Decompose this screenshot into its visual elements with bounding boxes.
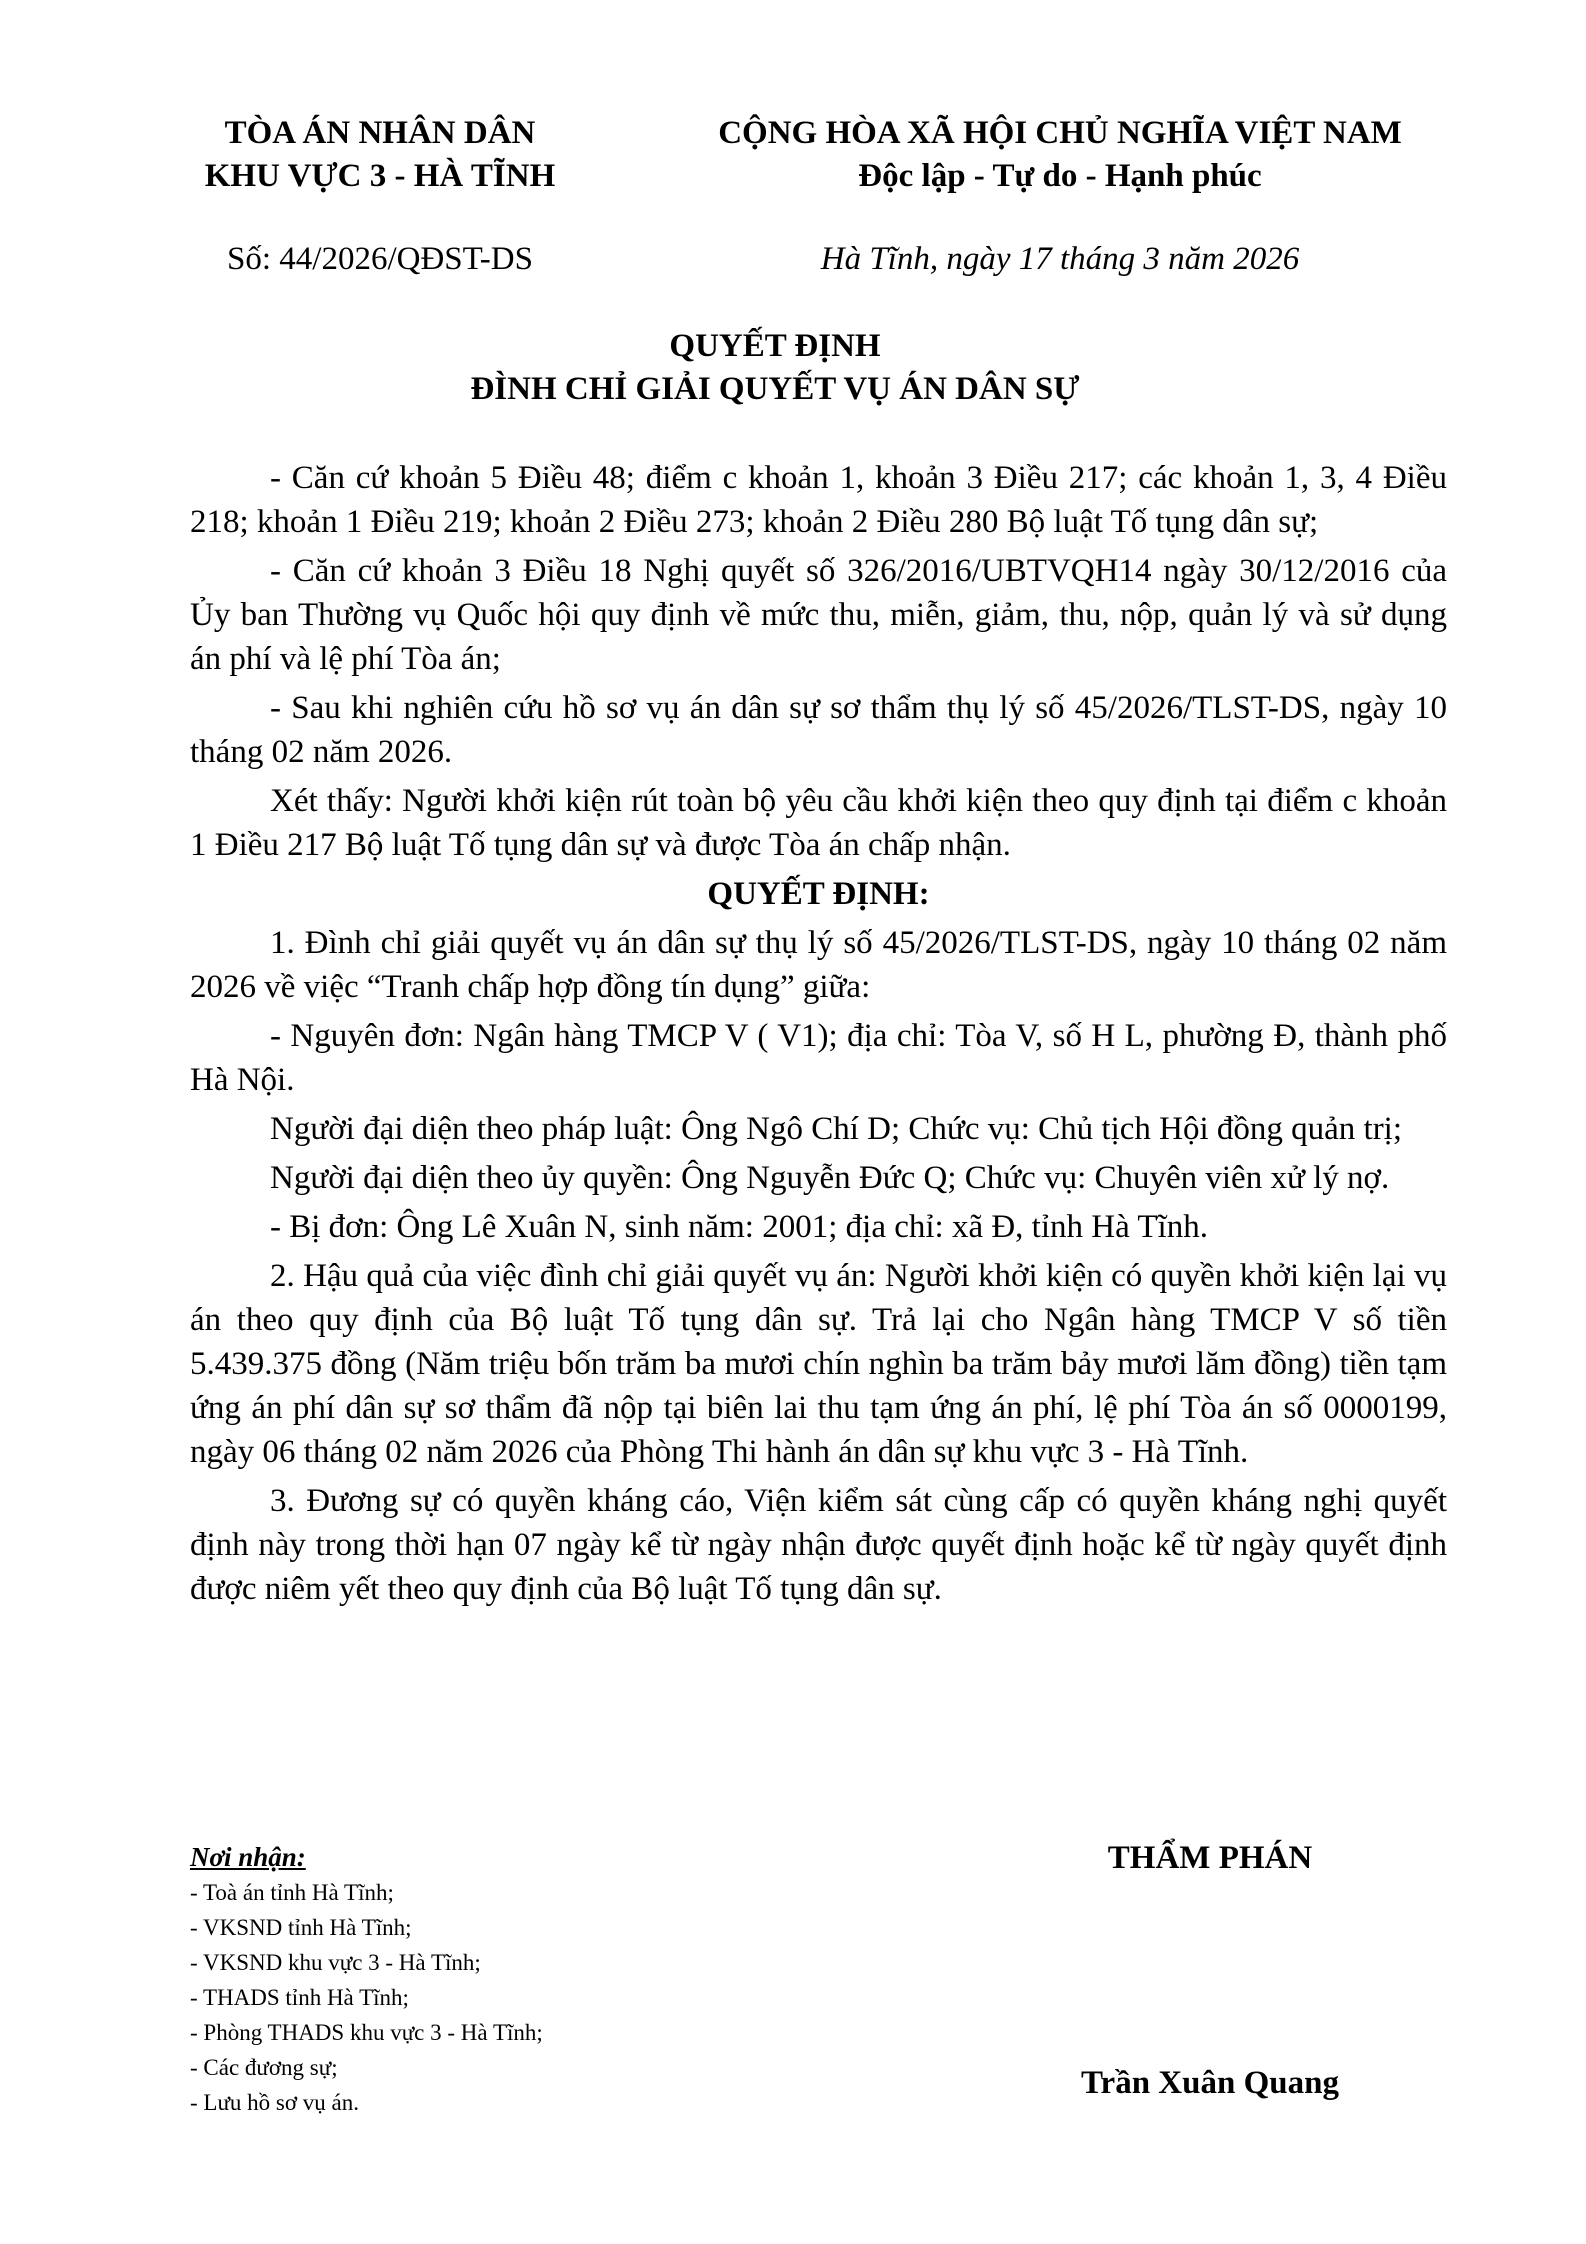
legal-basis-1: - Căn cứ khoản 5 Điều 48; điểm c khoản 1, khoản 3 Điều 217; các khoản 1, 3, 4 Điều 218; khoản 1 Điều 219; khoản 2 Điều 273; khoản 2 Điều 280 Bộ luật Tố tụng dân sự; — [190, 460, 1447, 540]
motto: Độc lập - Tự do - Hạnh phúc — [858, 158, 1262, 194]
place-date: Hà Tĩnh, ngày 17 tháng 3 năm 2026 — [820, 241, 1300, 277]
recipient-item: - Phòng THADS khu vực 3 - Hà Tĩnh; — [190, 2020, 543, 2045]
document-body — [190, 456, 1447, 1616]
national-motto-block — [660, 112, 1460, 198]
recipient-item: - Các đương sự; — [190, 2055, 338, 2080]
plaintiff: - Nguyên đơn: Ngân hàng TMCP V ( V1); địa chỉ: Tòa V, số H L, phường Đ, thành phố Hà Nội. — [190, 1018, 1447, 1098]
recipient-item: - Toà án tỉnh Hà Tĩnh; — [190, 1880, 394, 1905]
consideration: Xét thấy: Người khởi kiện rút toàn bộ yêu cầu khởi kiện theo quy định tại điểm c khoản 1 Điều 217 Bộ luật Tố tụng dân sự và được Tòa án chấp nhận. — [190, 783, 1447, 863]
court-name-line1: TÒA ÁN NHÂN DÂN — [224, 115, 536, 151]
decision-item-2: 2. Hậu quả của việc đình chỉ giải quyết vụ án: Người khởi kiện có quyền khởi kiện lại vụ án theo quy định của Bộ luật Tố tụng dân sự. Trả lại cho Ngân hàng TMCP V số tiền 5.439.375 đồng (Năm triệu bốn trăm ba mươi chín nghìn ba trăm bảy mươi lăm đồng) tiền tạm ứng án phí dân sự sơ thẩm đã nộp tại biên lai thu tạm ứng án phí, lệ phí Tòa án số 0000199, ngày 06 tháng 02 năm 2026 của Phòng Thi hành án dân sự khu vực 3 - Hà Tĩnh. — [190, 1258, 1447, 1470]
recipients-label: Nơi nhận: — [190, 1842, 306, 1872]
legal-representative: Người đại diện theo pháp luật: Ông Ngô Chí D; Chức vụ: Chủ tịch Hội đồng quản trị; — [270, 1111, 1403, 1147]
legal-basis-3: - Sau khi nghiên cứu hồ sơ vụ án dân sự sơ thẩm thụ lý số 45/2026/TLST-DS, ngày 10 tháng 02 năm 2026. — [190, 690, 1447, 770]
title-line2: ĐÌNH CHỈ GIẢI QUYẾT VỤ ÁN DÂN SỰ — [470, 371, 1080, 407]
decision-item-1: 1. Đình chỉ giải quyết vụ án dân sự thụ lý số 45/2026/TLST-DS, ngày 10 tháng 02 năm 2026 về việc “Tranh chấp hợp đồng tín dụng” giữa: — [190, 925, 1447, 1005]
signer-role: THẨM PHÁN — [1107, 1840, 1313, 1876]
recipients-block — [190, 1840, 790, 2120]
recipient-item: - VKSND tỉnh Hà Tĩnh; — [190, 1915, 412, 1940]
decision-heading: QUYẾT ĐỊNH: — [707, 876, 930, 912]
republic-title: CỘNG HÒA XÃ HỘI CHỦ NGHĨA VIỆT NAM — [718, 115, 1402, 151]
authorized-representative: Người đại diện theo ủy quyền: Ông Nguyễn Đức Q; Chức vụ: Chuyên viên xử lý nợ. — [270, 1160, 1390, 1196]
court-name-block — [170, 112, 590, 198]
title-line1: QUYẾT ĐỊNH — [669, 328, 881, 364]
document-title — [190, 325, 1360, 411]
court-name-line2: KHU VỰC 3 - HÀ TĨNH — [204, 158, 556, 194]
recipient-item: - Lưu hồ sơ vụ án. — [190, 2090, 359, 2115]
recipient-item: - THADS tỉnh Hà Tĩnh; — [190, 1985, 409, 2010]
recipient-item: - VKSND khu vực 3 - Hà Tĩnh; — [190, 1950, 481, 1975]
legal-basis-2: - Căn cứ khoản 3 Điều 18 Nghị quyết số 326/2016/UBTVQH14 ngày 30/12/2016 của Ủy ban Thường vụ Quốc hội quy định về mức thu, miễn, giảm, thu, nộp, quản lý và sử dụng án phí và lệ phí Tòa án; — [190, 553, 1447, 677]
document-number: Số: 44/2026/QĐST-DS — [227, 241, 533, 277]
decision-item-3: 3. Đương sự có quyền kháng cáo, Viện kiểm sát cùng cấp có quyền kháng nghị quyết định này trong thời hạn 07 ngày kể từ ngày nhận được quyết định hoặc kể từ ngày quyết định được niêm yết theo quy định của Bộ luật Tố tụng dân sự. — [190, 1483, 1447, 1607]
signer-name: Trần Xuân Quang — [1081, 2065, 1339, 2101]
defendant: - Bị đơn: Ông Lê Xuân N, sinh năm: 2001; địa chỉ: xã Đ, tỉnh Hà Tĩnh. — [270, 1209, 1208, 1245]
